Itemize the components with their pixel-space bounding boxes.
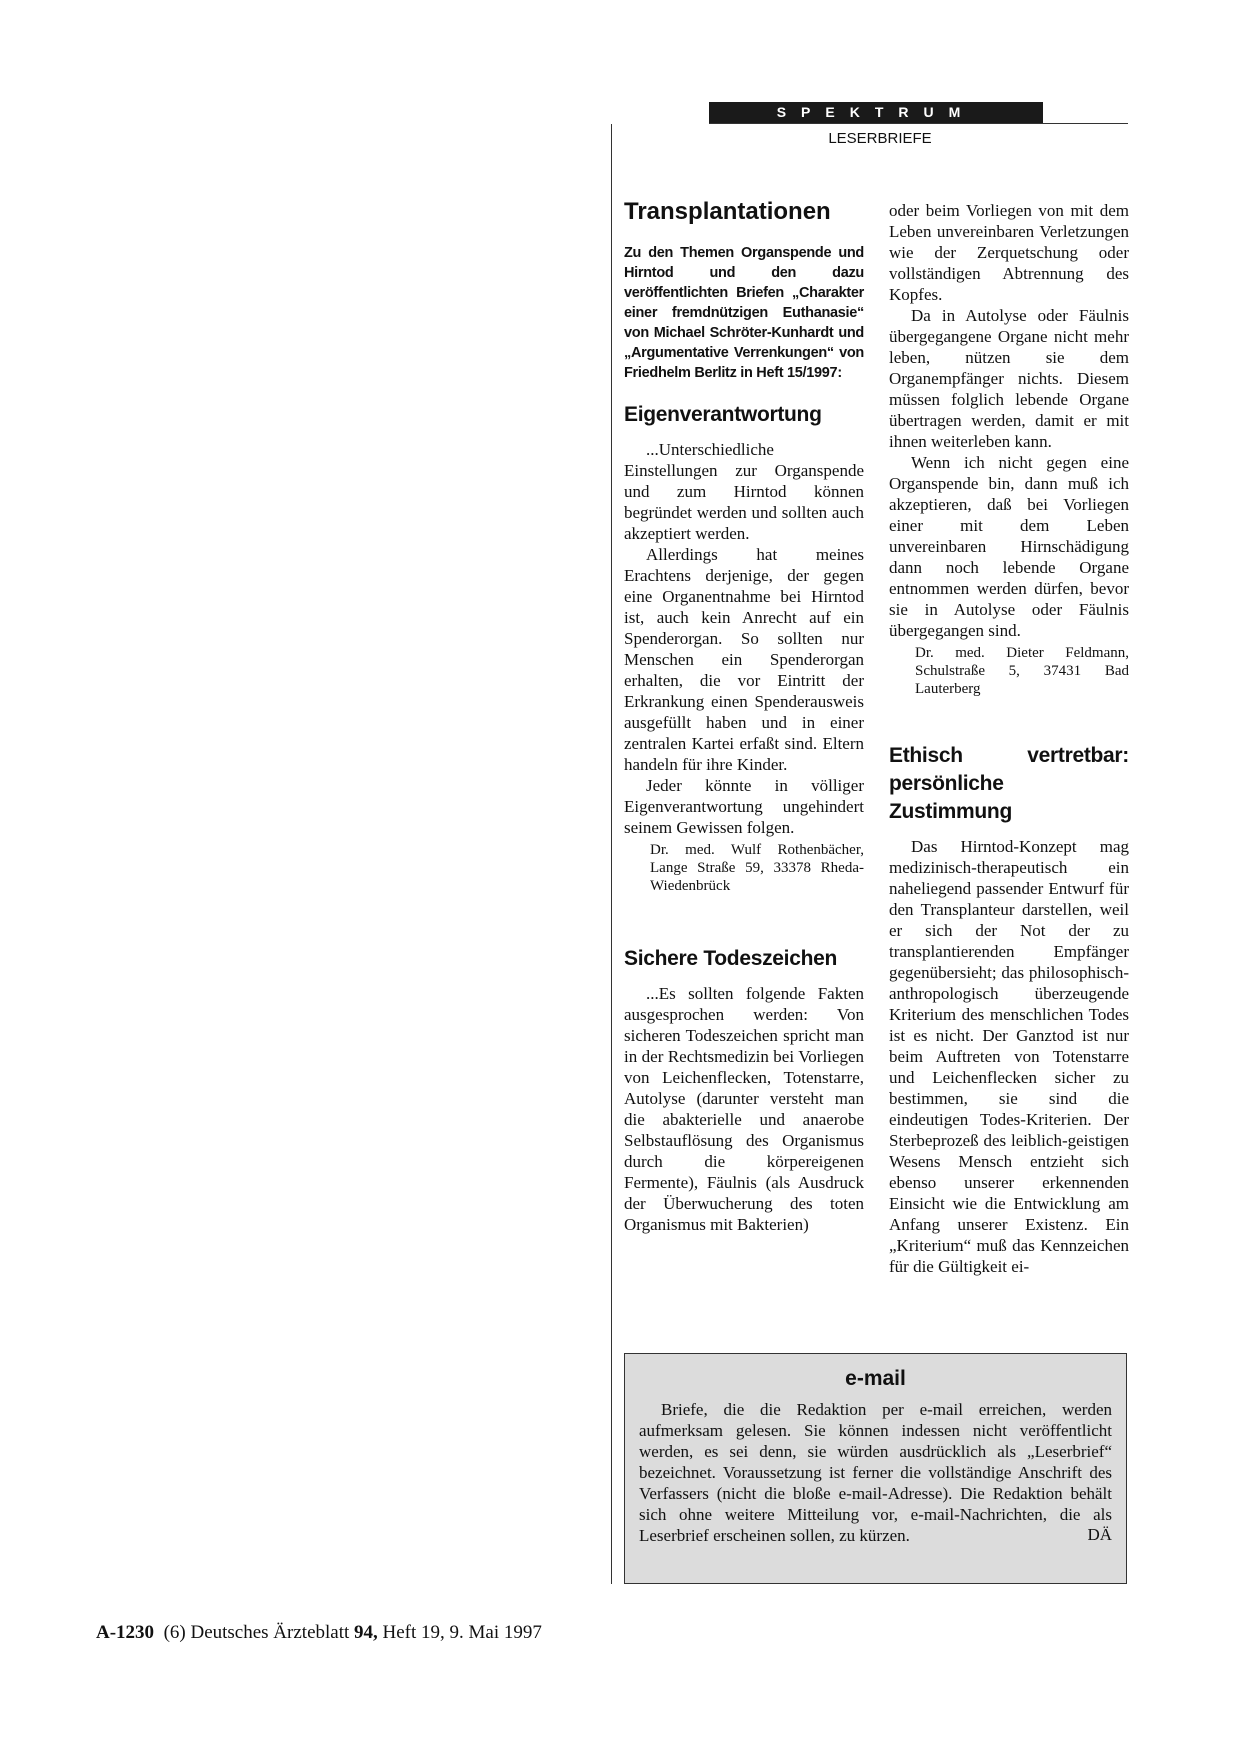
letter-heading-eigenverantwortung: Eigenverantwortung — [624, 403, 822, 426]
letter-heading-sichere-todeszeichen: Sichere Todeszeichen — [624, 947, 838, 970]
email-notice-sign: DÄ — [1087, 1525, 1112, 1544]
article-intro: Zu den Themen Organspende und Hirntod und den dazu veröffentlichten Briefen „Charakter einer fremdnützigen Euthanasie“ von Michael Schröter-Kunhardt und „Argumentative Verrenkungen“ von Friedhelm Berlitz in Heft 15/1997: — [624, 245, 864, 381]
letter-paragraph: ...Unterschiedliche Einstellungen zur Organspende und zum Hirntod können begründet werden und sollten auch akzeptiert werden. — [624, 440, 864, 543]
column-right — [889, 200, 1129, 1277]
letter-signature: Dr. med. Wulf Rothenbächer, Lange Straße 59, 33378 Rheda-Wiedenbrück — [650, 842, 864, 894]
journal-name: (6) Deutsches Ärzteblatt — [163, 1622, 350, 1643]
column-left — [624, 197, 864, 1235]
volume-number: 94, — [354, 1622, 378, 1643]
letter-paragraph-continued: oder beim Vorliegen von mit dem Leben unvereinbaren Verletzungen wie der Zerquetschung oder vollständigen Abtrennung des Kopfes. — [889, 201, 1129, 304]
letter-paragraph: Allerdings hat meines Erachtens derjenige, der gegen eine Organentnahme bei Hirntod ist, auch kein Anrecht auf ein Spenderorgan. So sollten nur Menschen ein Spenderorgan erhalten, die vor Eintritt der Erkrankung einen Spenderausweis ausgefüllt haben und in einer zentralen Kartei erfaßt sind. Eltern handeln für ihre Kinder. — [624, 545, 864, 774]
letter-paragraph: Das Hirntod-Konzept mag medizinisch-therapeutisch ein naheliegend passender Entwurf für den Transplanteur darstellen, weil er sich der Not der zu transplantierenden Empfänger gegenübersieht; das philosophisch-anthropologisch überzeugende Kriterium des menschlichen Todes ist es nicht. Der Ganztod ist nur beim Auftreten von Totenstarre und Leichenflecken sicher zu bestimmen, sie sind die eindeutigen Todes-Kriterien. Der Sterbeprozeß des leiblich-geistigen Wesens Mensch entzieht sich ebenso unserer erkennenden Einsicht wie die Entwicklung am Anfang unserer Existenz. Ein „Kriterium“ muß das Kennzeichen für die Gültigkeit ei- — [889, 837, 1129, 1276]
page-footer — [96, 1622, 542, 1644]
email-notice-body: Briefe, die die Redaktion per e-mail erreichen, werden aufmerksam gelesen. Sie können indessen nicht veröffentlicht werden, es sei denn, sie würden ausdrücklich als „Leserbrief“ bezeichnet. Voraussetzung ist ferner die vollständige Anschrift des Verfassers (nicht die bloße e-mail-Adresse). Die Redaktion behält sich ohne weitere Mitteilung vor, e-mail-Nachrichten, die als Leserbrief erscheinen sollen, zu kürzen. — [639, 1400, 1112, 1545]
page-number: A-1230 — [96, 1622, 155, 1643]
email-notice-title: e-mail — [845, 1367, 906, 1390]
section-banner: SPEKTRUM — [709, 102, 1043, 123]
letter-paragraph: Da in Autolyse oder Fäulnis übergegangene Organe nicht mehr leben, nützen sie dem Organempfänger nichts. Diesem müssen folglich lebende Organe übertragen werden, damit er mit ihnen weiterleben kann. — [889, 306, 1129, 451]
email-notice-box — [624, 1353, 1127, 1584]
header-rule — [709, 123, 1128, 124]
issue-date: Heft 19, 9. Mai 1997 — [382, 1622, 542, 1643]
letter-paragraph: ...Es sollten folgende Fakten ausgesprochen werden: Von sicheren Todeszeichen spricht man in der Rechtsmedizin bei Vorliegen von Leichenflecken, Totenstarre, Autolyse (darunter versteht man die abakterielle und anaerobe Selbstauflösung des Organismus durch die körpereigenen Fermente), Fäulnis (als Ausdruck der Überwucherung des toten Organismus mit Bakterien) — [624, 984, 864, 1234]
article-title: Transplantationen — [624, 198, 831, 225]
letter-signature: Dr. med. Dieter Feldmann, Schulstraße 5, 37431 Bad Lauterberg — [915, 645, 1129, 697]
letter-paragraph: Jeder könnte in völliger Eigenverantwortung ungehindert seinem Gewissen folgen. — [624, 776, 864, 837]
letter-paragraph: Wenn ich nicht gegen eine Organspende bin, dann muß ich akzeptieren, daß bei Vorliegen einer mit dem Leben unvereinbaren Hirnschädigung dann noch lebende Organe entnommen werden dürfen, bevor sie in Autolyse oder Fäulnis übergegangen sind. — [889, 453, 1129, 640]
letter-heading-ethisch-vertretbar: Ethisch vertretbar: persönliche Zustimmung — [889, 744, 1129, 823]
subsection-label: LESERBRIEFE — [828, 130, 932, 147]
column-divider — [611, 124, 612, 1584]
